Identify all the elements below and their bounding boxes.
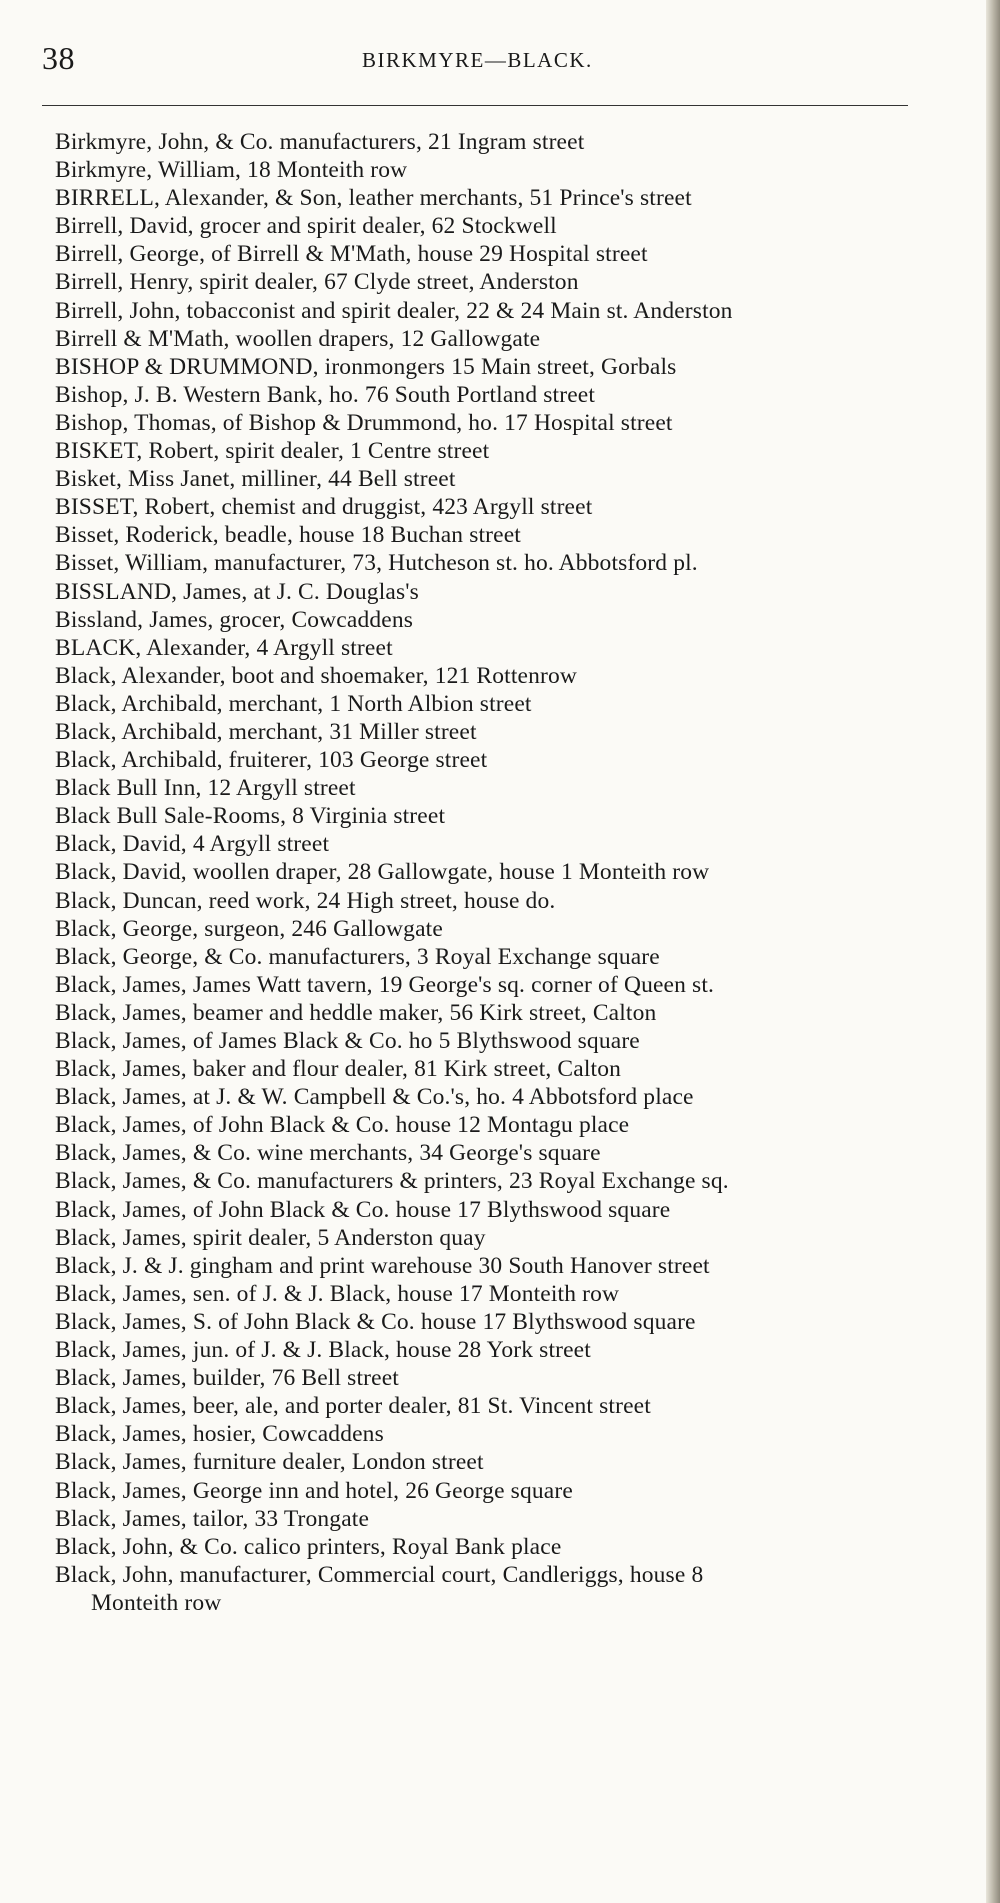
directory-entry: Bishop, J. B. Western Bank, ho. 76 South Portland street (55, 381, 596, 408)
directory-entry: Black, James, hosier, Cowcaddens (55, 1421, 384, 1448)
directory-entry: Birrell & M'Math, woollen drapers, 12 Gallowgate (55, 325, 541, 352)
directory-entry: Black Bull Sale-Rooms, 8 Virginia street (55, 803, 446, 830)
directory-entry: Black, James, & Co. manufacturers & printers, 23 Royal Exchange sq. (55, 1168, 729, 1195)
directory-entry: BISSLAND, James, at J. C. Douglas's (55, 578, 419, 605)
directory-entry: Birkmyre, John, & Co. manufacturers, 21 Ingram street (55, 129, 585, 155)
directory-entry: Black, George, & Co. manufacturers, 3 Royal Exchange square (55, 943, 660, 970)
directory-entry: Black, David, 4 Argyll street (55, 831, 330, 858)
directory-entry: Birrell, John, tobacconist and spirit dealer, 22 & 24 Main st. Anderston (55, 297, 733, 324)
directory-entries (55, 128, 955, 1617)
directory-entry: Black, Duncan, reed work, 24 High street, house do. (55, 887, 556, 914)
directory-entry: Black, James, spirit dealer, 5 Anderston quay (55, 1224, 486, 1251)
directory-entry: Black, James, beamer and heddle maker, 56 Kirk street, Calton (55, 999, 657, 1026)
directory-entry: Black, James, builder, 76 Bell street (55, 1365, 399, 1392)
directory-entry: Black, James, sen. of J. & J. Black, house 17 Monteith row (55, 1280, 620, 1307)
directory-entry: Black, J. & J. gingham and print warehouse 30 South Hanover street (55, 1252, 710, 1279)
directory-entry: Black, James, of John Black & Co. house 17 Blythswood square (55, 1196, 671, 1223)
header-rule (42, 105, 908, 106)
directory-entry: Black, James, of John Black & Co. house 12 Montagu place (55, 1112, 630, 1139)
directory-entry-continuation: Monteith row (91, 1589, 222, 1616)
directory-entry: Birrell, David, grocer and spirit dealer, 62 Stockwell (55, 213, 557, 240)
directory-entry: BISHOP & DRUMMOND, ironmongers 15 Main street, Gorbals (55, 353, 677, 380)
running-head: BIRKMYRE—BLACK. (362, 48, 593, 72)
directory-entry: Black, Archibald, merchant, 31 Miller street (55, 718, 477, 745)
directory-entry: Birkmyre, William, 18 Monteith row (55, 157, 408, 184)
directory-entry: Black, James, furniture dealer, London street (55, 1449, 484, 1476)
directory-entry: Black, James, at J. & W. Campbell & Co.'s, ho. 4 Abbotsford place (55, 1084, 694, 1111)
directory-entry: Black, Alexander, boot and shoemaker, 121 Rottenrow (55, 662, 577, 689)
directory-entry: Black, James, of James Black & Co. ho 5 Blythswood square (55, 1028, 640, 1054)
directory-entry: Black, David, woollen draper, 28 Gallowgate, house 1 Monteith row (55, 859, 710, 886)
directory-entry: Black, Archibald, merchant, 1 North Albion street (55, 690, 532, 717)
directory-entry: Black, James, beer, ale, and porter dealer, 81 St. Vincent street (55, 1393, 651, 1420)
page-edge-shadow (986, 0, 1000, 1903)
directory-entry: Bisket, Miss Janet, milliner, 44 Bell street (55, 466, 456, 493)
directory-entry: Black, John, manufacturer, Commercial court, Candleriggs, house 8 (55, 1561, 704, 1588)
page-number: 38 (42, 40, 75, 76)
directory-entry: Black, Archibald, fruiterer, 103 George street (55, 747, 488, 774)
directory-entry: Black, George, surgeon, 246 Gallowgate (55, 915, 443, 942)
directory-entry: BISSET, Robert, chemist and druggist, 423 Argyll street (55, 494, 593, 521)
directory-entry: Bisset, William, manufacturer, 73, Hutcheson st. ho. Abbotsford pl. (55, 550, 698, 577)
directory-entry: Black, James, James Watt tavern, 19 George's sq. corner of Queen st. (55, 971, 715, 998)
directory-entry: Black, James, baker and flour dealer, 81 Kirk street, Calton (55, 1056, 622, 1083)
page-header (42, 40, 942, 80)
directory-entry: Black, James, jun. of J. & J. Black, house 28 York street (55, 1337, 591, 1364)
directory-entry: Bissland, James, grocer, Cowcaddens (55, 606, 414, 633)
directory-entry: Birrell, George, of Birrell & M'Math, house 29 Hospital street (55, 241, 648, 268)
directory-entry: BLACK, Alexander, 4 Argyll street (55, 634, 393, 661)
directory-entry: Birrell, Henry, spirit dealer, 67 Clyde street, Anderston (55, 269, 579, 296)
directory-entry: Black, James, S. of John Black & Co. house 17 Blythswood square (55, 1308, 696, 1335)
directory-entry: Black, James, tailor, 33 Trongate (55, 1505, 370, 1532)
directory-entry: Bishop, Thomas, of Bishop & Drummond, ho. 17 Hospital street (55, 409, 673, 436)
directory-entry: Black Bull Inn, 12 Argyll street (55, 775, 356, 802)
directory-entry: Black, James, & Co. wine merchants, 34 George's square (55, 1140, 601, 1167)
directory-entry: BIRRELL, Alexander, & Son, leather merchants, 51 Prince's street (55, 185, 692, 212)
directory-entry: Black, James, George inn and hotel, 26 George square (55, 1477, 573, 1504)
directory-entry: Black, John, & Co. calico printers, Royal Bank place (55, 1533, 562, 1560)
directory-entry: BISKET, Robert, spirit dealer, 1 Centre street (55, 438, 490, 465)
directory-entry: Bisset, Roderick, beadle, house 18 Buchan street (55, 522, 521, 549)
